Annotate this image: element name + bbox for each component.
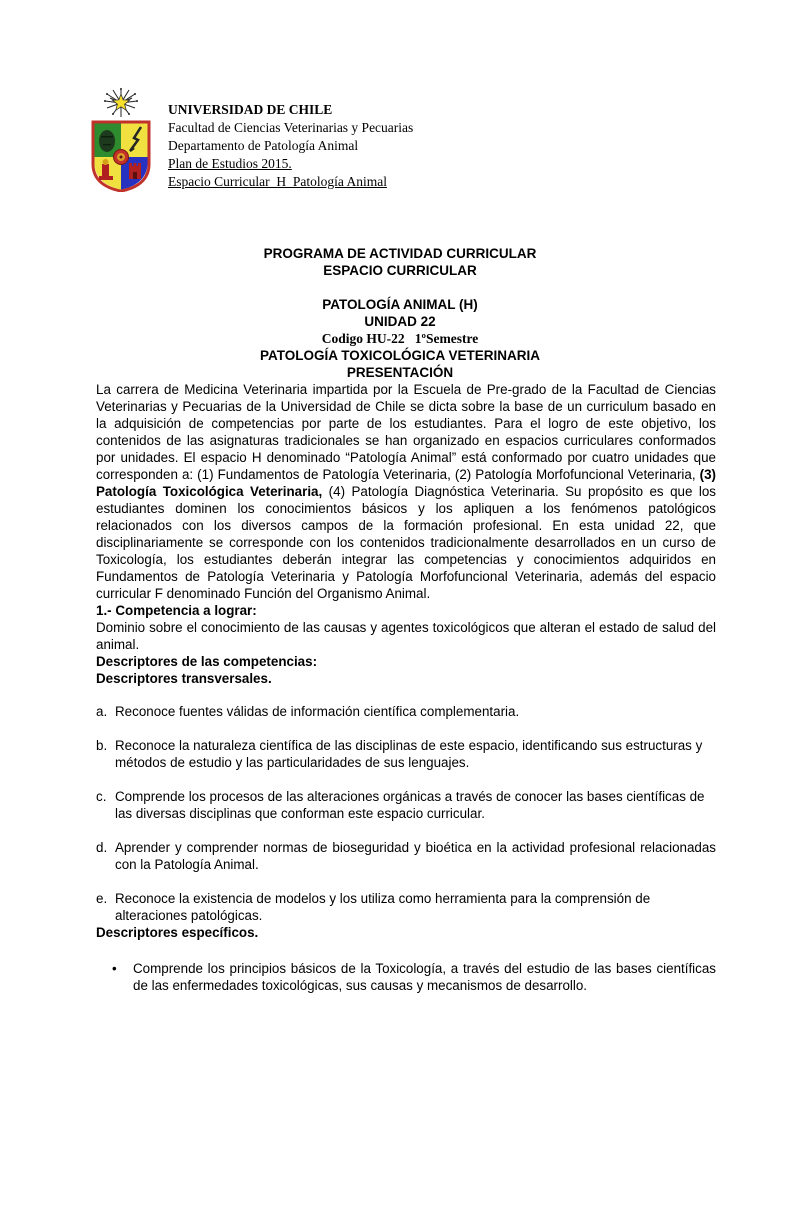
item-text: Comprende los procesos de las alteraciones orgánicas a través de conocer las bases científicas de las diversas disciplinas que conforman este espacio curricular. bbox=[115, 789, 705, 821]
university-crest-logo bbox=[85, 88, 157, 192]
faculty-name: Facultad de Ciencias Veterinarias y Pecuarias bbox=[168, 120, 414, 135]
descriptor-item-c bbox=[96, 788, 716, 822]
crest-svg bbox=[85, 88, 157, 192]
item-marker: a. bbox=[96, 704, 108, 719]
curricular-space: Espacio Curricular H Patología Animal bbox=[168, 174, 387, 189]
item-text: Reconoce fuentes válidas de información científica complementaria. bbox=[115, 704, 520, 719]
central-roundel bbox=[114, 150, 129, 165]
intro-text-2: (4) Patología Diagnóstica Veterinaria. Su propósito es que los estudiantes dominen los conocimientos básicos y los apliquen a los fenómenos patológicos relacionados con los diversos campos de la formación profesional. En esta unidad 22, que disciplinariamente se corresponde con los contenidos tradicionalmente desarrollados en un curso de Toxicología, los estudiantes deberán integrar las competencias y conocimientos adquiridos en Fundamentos de Patología Veterinaria y Patología Morfofuncional Veterinaria, además del espacio curricular F denominado Función del Organismo Animal. bbox=[96, 484, 716, 601]
descriptor-item-e bbox=[96, 890, 716, 924]
descriptor-item-b bbox=[96, 737, 716, 771]
header-text-block bbox=[168, 101, 413, 192]
item-marker: e. bbox=[96, 891, 108, 906]
item-text: Reconoce la existencia de modelos y los utiliza como herramienta para la comprensión de alteraciones patológicas. bbox=[115, 891, 651, 923]
competencia-heading: 1.- Competencia a lograr: bbox=[96, 603, 257, 618]
study-plan: Plan de Estudios 2015. bbox=[168, 156, 292, 171]
item-marker: d. bbox=[96, 840, 108, 855]
item-text: Comprende los principios básicos de la Toxicología, a través del estudio de las bases científicas de las enfermedades toxicológicas, sus causas y mecanismos de desarrollo. bbox=[133, 961, 716, 993]
course-title: PATOLOGÍA TOXICOLÓGICA VETERINARIA bbox=[259, 348, 540, 363]
unit-title: UNIDAD 22 bbox=[364, 314, 436, 329]
item-text: Aprender y comprender normas de bioseguridad y bioética en la actividad profesional relacionadas con la Patología Animal. bbox=[115, 840, 716, 872]
tower-figure bbox=[129, 163, 141, 179]
bullet-icon: • bbox=[112, 961, 117, 976]
subject-title: PATOLOGÍA ANIMAL (H) bbox=[322, 297, 478, 312]
competencia-body: Dominio sobre el conocimiento de las causas y agentes toxicológicos que alteran el estado de salud del animal. bbox=[96, 620, 716, 652]
face-figure bbox=[99, 130, 115, 152]
item-marker: b. bbox=[96, 738, 108, 753]
course-code: Codigo HU-22 1ºSemestre bbox=[321, 331, 479, 346]
item-marker: c. bbox=[96, 789, 107, 804]
presentation-title: PRESENTACIÓN bbox=[346, 365, 454, 380]
transversales-heading: Descriptores transversales. bbox=[96, 671, 272, 686]
intro-text-1: La carrera de Medicina Veterinaria impartida por la Escuela de Pre-grado de la Facultad de Ciencias Veterinarias y Pecuarias de la Universidad de Chile se dicta sobre la base de un curriculum basado en la adquisición de competencias por parte de los estudiantes. Para el logro de este objetivo, los contenidos de las asignaturas tradicionales se han organizado en espacios curriculares conformados por unidades. El espacio H denominado “Patología Animal” está conformado por cuatro unidades que corresponden a: (1) Fundamentos de Patología Veterinaria, (2) Patología Morfofuncional Veterinaria, bbox=[96, 382, 716, 482]
intro-paragraph bbox=[96, 381, 716, 602]
program-title: PROGRAMA DE ACTIVIDAD CURRICULAR bbox=[263, 246, 537, 261]
item-text: Reconoce la naturaleza científica de las disciplinas de este espacio, identificando sus estructuras y métodos de estudio y las particularidades de sus lenguajes. bbox=[115, 738, 703, 770]
descriptores-heading: Descriptores de las competencias: bbox=[96, 654, 318, 669]
department-name: Departamento de Patología Animal bbox=[168, 138, 359, 153]
document-header bbox=[85, 88, 413, 192]
descriptor-item-a bbox=[96, 703, 716, 720]
especificos-heading: Descriptores específicos. bbox=[96, 925, 259, 940]
intro-text-bold: (3) Patología Toxicológica Veterinaria, bbox=[96, 467, 716, 499]
espacio-title: ESPACIO CURRICULAR bbox=[323, 263, 477, 278]
university-name: UNIVERSIDAD DE CHILE bbox=[168, 102, 333, 117]
document-body bbox=[96, 381, 716, 994]
title-spacer bbox=[0, 279, 800, 296]
descriptor-item-d bbox=[96, 839, 716, 873]
especifico-item bbox=[96, 960, 716, 994]
